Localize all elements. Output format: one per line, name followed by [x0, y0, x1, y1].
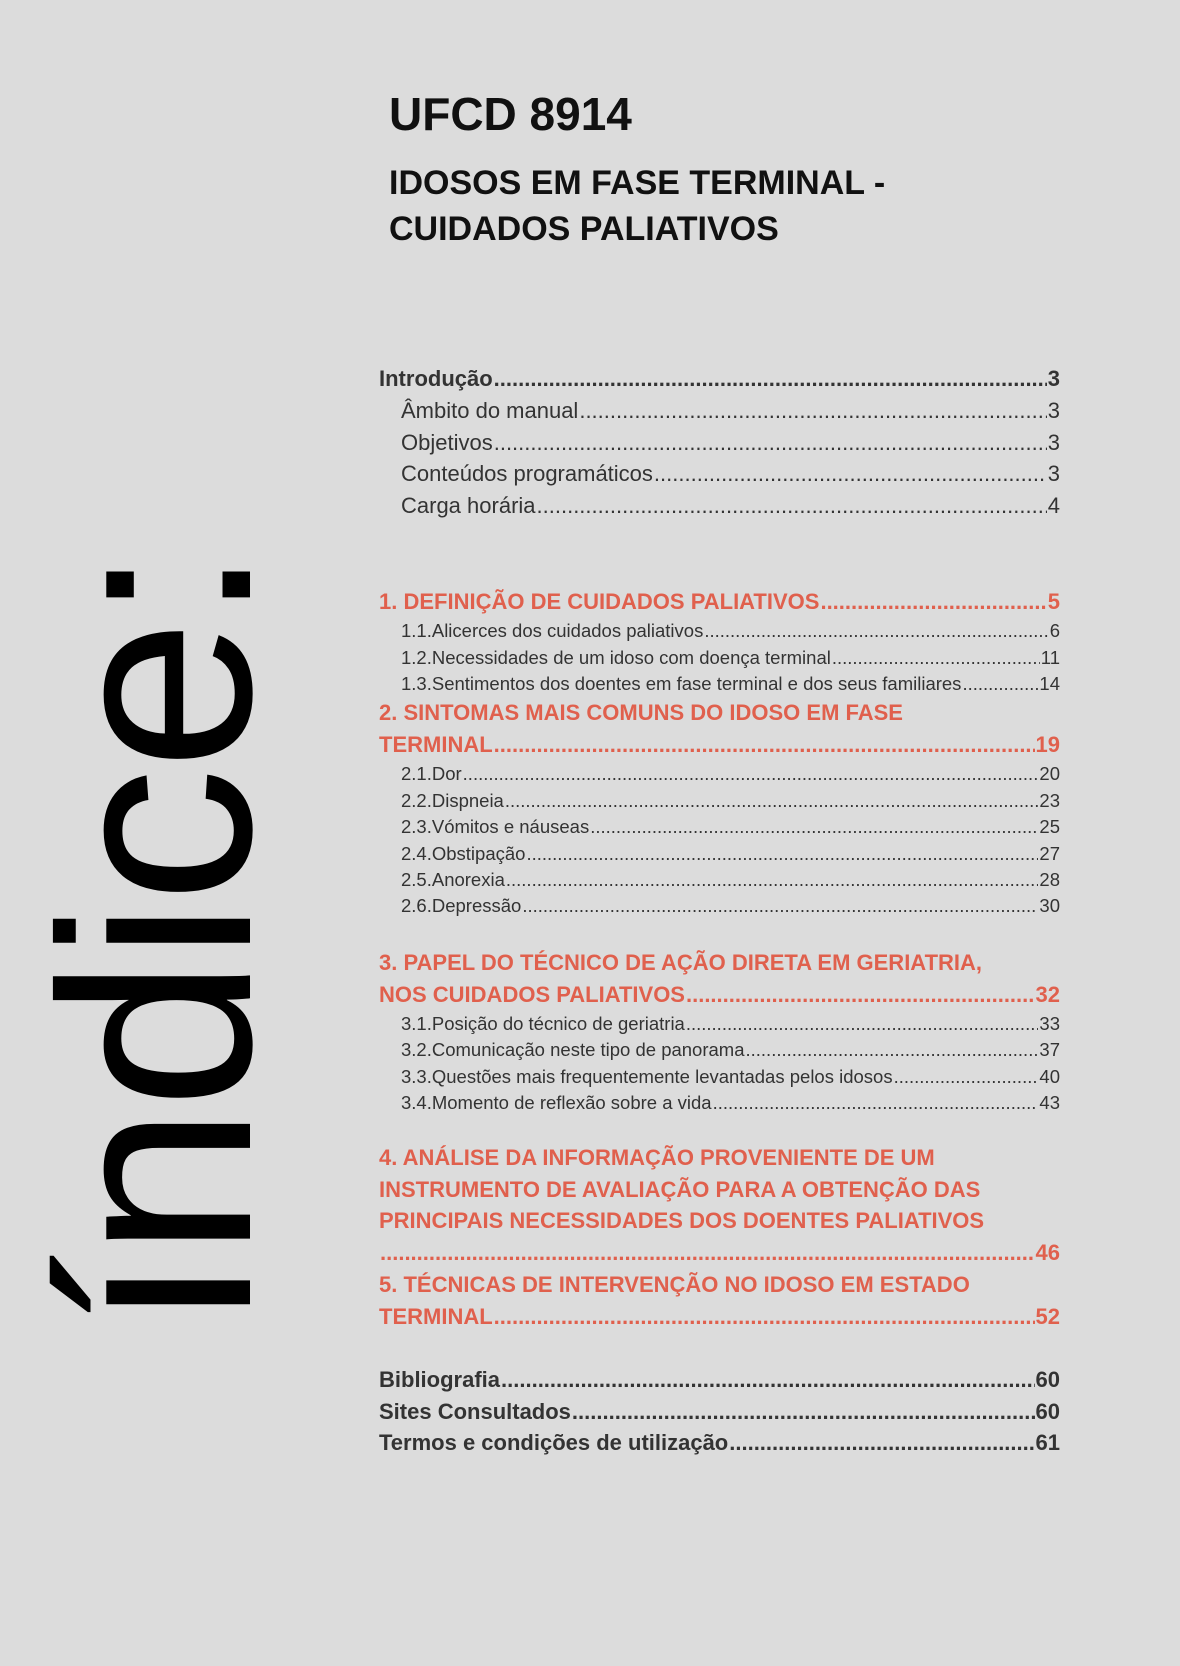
dot-leader: [746, 1039, 1039, 1061]
dot-leader: [729, 1430, 1034, 1456]
toc-entry-2-5[interactable]: [379, 869, 1060, 891]
title-line-2: CUIDADOS PALIATIVOS: [389, 210, 779, 248]
document-header: [389, 84, 1089, 252]
toc-entry-page: 20: [1039, 763, 1060, 784]
toc-entry-termos[interactable]: [379, 1430, 1060, 1456]
dot-leader: [494, 366, 1047, 392]
toc-entry-page: 6: [1049, 620, 1060, 641]
toc-entry-page: 40: [1039, 1066, 1060, 1087]
dot-leader: [686, 982, 1035, 1008]
toc-chapter-5-line-1[interactable]: 5. TÉCNICAS DE INTERVENÇÃO NO IDOSO EM ESTADO: [379, 1272, 970, 1297]
toc-chapter-4[interactable]: [379, 1240, 1060, 1266]
dot-leader: [494, 732, 1035, 758]
toc-entry-label: 3.3.Questões mais frequentemente levantadas pelos idosos: [401, 1066, 893, 1087]
dot-leader: [832, 647, 1040, 669]
toc-entry-1-1[interactable]: [379, 620, 1060, 642]
toc-entry-label: 2.2.Dispneia: [401, 790, 504, 811]
dot-leader: [820, 589, 1046, 615]
toc-entry-label: 2.3.Vómitos e náuseas: [401, 816, 590, 837]
toc-entry-page: 32: [1035, 982, 1060, 1007]
toc-entry-3-4[interactable]: [379, 1092, 1060, 1114]
toc-entry-2-2[interactable]: [379, 790, 1060, 812]
toc-entry-conteudos[interactable]: [379, 461, 1060, 487]
toc-entry-label: TERMINAL: [379, 1304, 493, 1329]
toc-entry-page: 11: [1040, 647, 1060, 668]
toc-entry-label: 1.1.Alicerces dos cuidados paliativos: [401, 620, 704, 641]
toc-entry-page: 61: [1035, 1430, 1060, 1455]
toc-entry-label: 2.4.Obstipação: [401, 843, 526, 864]
dot-leader: [505, 790, 1039, 812]
toc-entry-page: 19: [1035, 732, 1060, 757]
toc-entry-2-6[interactable]: [379, 895, 1060, 917]
toc-entry-objetivos[interactable]: [379, 430, 1060, 456]
toc-entry-bibliografia[interactable]: [379, 1367, 1060, 1393]
dot-leader: [380, 1240, 1035, 1266]
dot-leader: [537, 493, 1047, 519]
toc-entry-page: 3: [1047, 461, 1060, 486]
dot-leader: [526, 843, 1038, 865]
toc-entry-page: 3: [1047, 398, 1060, 423]
toc-entry-label: NOS CUIDADOS PALIATIVOS: [379, 982, 685, 1007]
toc-entry-page: 30: [1039, 895, 1060, 916]
toc-entry-label: TERMINAL: [379, 732, 493, 757]
toc-chapter-3[interactable]: [379, 982, 1060, 1008]
toc-entry-page: 25: [1039, 816, 1060, 837]
toc-entry-1-3[interactable]: [379, 673, 1060, 695]
toc-entry-page: 23: [1039, 790, 1060, 811]
document-title: [389, 160, 1089, 252]
toc-entry-sites-consultados[interactable]: [379, 1399, 1060, 1425]
toc-entry-label: Objetivos: [401, 430, 493, 455]
dot-leader: [590, 816, 1038, 838]
toc-entry-label: Carga horária: [401, 493, 536, 518]
toc-entry-label: 2.5.Anorexia: [401, 869, 505, 890]
toc-entry-label: Âmbito do manual: [401, 398, 579, 423]
toc-entry-label: Bibliografia: [379, 1367, 501, 1392]
dot-leader: [686, 1013, 1039, 1035]
toc-entry-2-1[interactable]: [379, 763, 1060, 785]
toc-entry-label: Introdução: [379, 366, 493, 391]
toc-entry-page: 60: [1035, 1399, 1060, 1424]
dot-leader: [894, 1066, 1039, 1088]
toc-entry-1-2[interactable]: [379, 647, 1060, 669]
dot-leader: [713, 1092, 1039, 1114]
toc-entry-page: 46: [1035, 1240, 1060, 1265]
toc-entry-page: 5: [1047, 589, 1060, 614]
toc-entry-label: 2.6.Depressão: [401, 895, 522, 916]
dot-leader: [494, 1304, 1035, 1330]
toc-entry-page: 27: [1039, 843, 1060, 864]
toc-entry-label: 1. DEFINIÇÃO DE CUIDADOS PALIATIVOS: [379, 589, 820, 614]
dot-leader: [962, 673, 1038, 695]
toc-entry-introducao[interactable]: [379, 366, 1060, 392]
toc-entry-label: 3.2.Comunicação neste tipo de panorama: [401, 1039, 745, 1060]
dot-leader: [463, 763, 1039, 785]
toc-chapter-3-line-1[interactable]: 3. PAPEL DO TÉCNICO DE AÇÃO DIRETA EM GERIATRIA,: [379, 950, 983, 975]
toc-chapter-4-line-3[interactable]: PRINCIPAIS NECESSIDADES DOS DOENTES PALIATIVOS: [379, 1208, 985, 1233]
dot-leader: [579, 398, 1046, 424]
dot-leader: [522, 895, 1038, 917]
dot-leader: [572, 1399, 1035, 1425]
toc-chapter-2[interactable]: [379, 732, 1060, 758]
toc-entry-label: Termos e condições de utilização: [379, 1430, 729, 1455]
toc-entry-page: 60: [1035, 1367, 1060, 1392]
toc-entry-label: Conteúdos programáticos: [401, 461, 653, 486]
toc-entry-carga-horaria[interactable]: [379, 493, 1060, 519]
toc-entry-2-4[interactable]: [379, 843, 1060, 865]
toc-entry-label: 1.2.Necessidades de um idoso com doença terminal: [401, 647, 831, 668]
toc-entry-label: Sites Consultados: [379, 1399, 571, 1424]
toc-chapter-5[interactable]: [379, 1304, 1060, 1330]
index-heading-vertical: índice:: [4, 549, 308, 1330]
toc-chapter-2-line-1[interactable]: 2. SINTOMAS MAIS COMUNS DO IDOSO EM FASE: [379, 700, 903, 725]
toc-entry-page: 28: [1039, 869, 1060, 890]
dot-leader: [506, 869, 1039, 891]
toc-entry-label: 2.1.Dor: [401, 763, 462, 784]
title-line-1: IDOSOS EM FASE TERMINAL -: [389, 164, 886, 202]
toc-entry-2-3[interactable]: [379, 816, 1060, 838]
dot-leader: [494, 430, 1047, 456]
toc-entry-label: 3.1.Posição do técnico de geriatria: [401, 1013, 685, 1034]
dot-leader: [654, 461, 1047, 487]
toc-entry-page: 4: [1047, 493, 1060, 518]
toc-chapter-4-line-2[interactable]: INSTRUMENTO DE AVALIAÇÃO PARA A OBTENÇÃO DAS: [379, 1177, 981, 1202]
dot-leader: [704, 620, 1048, 642]
toc-entry-3-3[interactable]: [379, 1066, 1060, 1088]
toc-entry-page: 3: [1047, 430, 1060, 455]
toc-entry-ambito[interactable]: [379, 398, 1060, 424]
toc-entry-label: 3.4.Momento de reflexão sobre a vida: [401, 1092, 712, 1113]
toc-entry-page: 33: [1039, 1013, 1060, 1034]
toc-entry-page: 52: [1035, 1304, 1060, 1329]
toc-entry-label: 1.3.Sentimentos dos doentes em fase terminal e dos seus familiares: [401, 673, 962, 694]
toc-chapter-4-line-1[interactable]: 4. ANÁLISE DA INFORMAÇÃO PROVENIENTE DE UM: [379, 1145, 935, 1170]
course-code: UFCD 8914: [389, 88, 632, 140]
toc-entry-page: 14: [1039, 673, 1060, 694]
dot-leader: [501, 1367, 1035, 1393]
toc-entry-page: 43: [1039, 1092, 1060, 1113]
toc-chapter-1[interactable]: [379, 589, 1060, 615]
toc-entry-page: 3: [1047, 366, 1060, 391]
toc-entry-3-1[interactable]: [379, 1013, 1060, 1035]
toc-entry-3-2[interactable]: [379, 1039, 1060, 1061]
toc-entry-page: 37: [1039, 1039, 1060, 1060]
